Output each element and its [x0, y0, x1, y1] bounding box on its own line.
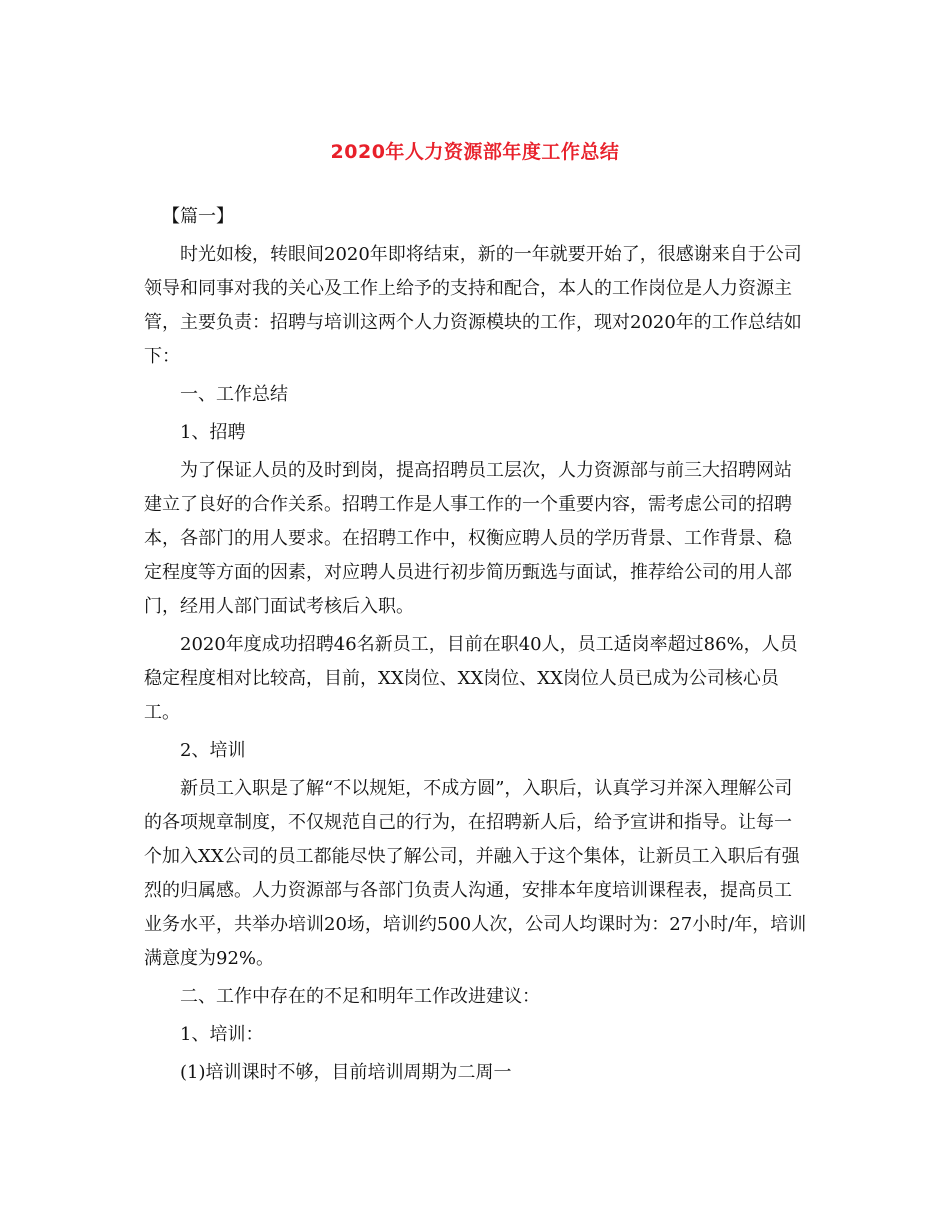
subsection-heading: 1、培训：	[180, 1024, 264, 1045]
document-body	[144, 200, 808, 1094]
paragraph: 新员工入职是了解“不以规矩，不成方圆”，入职后，认真学习并深入理解公司的各项规章制度，不仅规范自己的行为，在招聘新人后，给予宣讲和指导。让每一个加入XX公司的员工都能尽快了解公司，并融入于这个集体，让新员工入职后有强烈的归属感。人力资源部与各部门负责人沟通，安排本年度培训课程表，提高员工业务水平，共举办培训20场，培训约500人次，公司人均课时为：27小时/年，培训满意度为92%。	[144, 778, 807, 969]
paragraph: 2020年度成功招聘46名新员工，目前在职40人，员工适岗率超过86%，人员稳定程度相对比较高，目前，XX岗位、XX岗位、XX岗位人员已成为公司核心员工。	[144, 634, 798, 723]
paragraph: 为了保证人员的及时到岗，提高招聘员工层次，人力资源部与前三大招聘网站建立了良好的合作关系。招聘工作是人事工作的一个重要内容，需考虑公司的招聘本，各部门的用人要求。在招聘工作中，权衡应聘人员的学历背景、工作背景、稳定程度等方面的因素，对应聘人员进行初步简历甄选与面试，推荐给公司的用人部门，经用人部门面试考核后入职。	[144, 460, 792, 617]
paragraph: 时光如梭，转眼间2020年即将结束，新的一年就要开始了，很感谢来自于公司领导和同事对我的关心及工作上给予的支持和配合，本人的工作岗位是人力资源主管，主要负责：招聘与培训这两个人力资源模块的工作，现对2020年的工作总结如下：	[144, 244, 802, 367]
section-heading: 一、工作总结	[180, 384, 288, 405]
section-label: 【篇一】	[162, 206, 234, 227]
page-title: 2020年人力资源部年度工作总结	[330, 141, 620, 163]
subsection-heading: 1、招聘	[180, 422, 246, 443]
list-item: (1)培训课时不够，目前培训周期为二周一	[180, 1062, 512, 1083]
section-heading: 二、工作中存在的不足和明年工作改进建议：	[180, 986, 540, 1007]
subsection-heading: 2、培训	[180, 740, 246, 761]
